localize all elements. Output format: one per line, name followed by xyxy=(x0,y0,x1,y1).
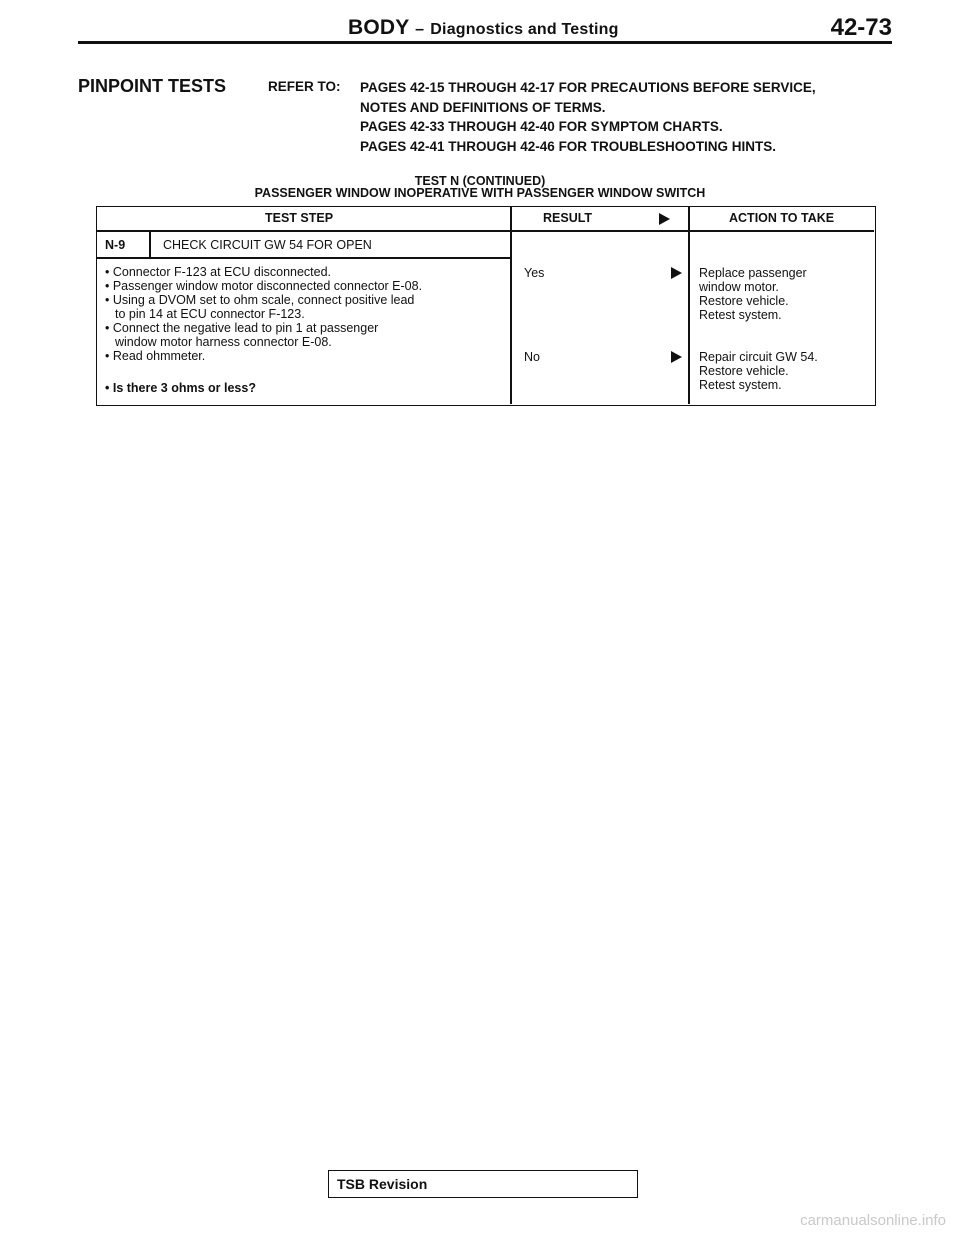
result-no: No xyxy=(524,350,540,364)
refer-line: PAGES 42-41 THROUGH 42-46 FOR TROUBLESHOOTING HINTS. xyxy=(360,138,777,154)
step-title: CHECK CIRCUIT GW 54 FOR OPEN xyxy=(163,238,372,252)
instruction-line: • Connector F-123 at ECU disconnected. xyxy=(105,265,332,279)
column-divider xyxy=(510,207,512,404)
tsb-revision-label: TSB Revision xyxy=(337,1176,428,1192)
header-result: RESULT xyxy=(543,211,593,225)
test-subtitle: PASSENGER WINDOW INOPERATIVE WITH PASSENGER WINDOW SWITCH xyxy=(254,186,706,200)
pinpoint-heading: PINPOINT TESTS xyxy=(78,76,227,96)
section-title-dash: – xyxy=(415,21,425,38)
section-title-main: BODY xyxy=(348,16,410,39)
refer-list xyxy=(360,78,816,156)
action-line: Restore vehicle. xyxy=(699,294,789,308)
action-yes xyxy=(699,266,807,322)
header-action: ACTION TO TAKE xyxy=(729,211,835,225)
instruction-line: to pin 14 at ECU connector F-123. xyxy=(115,307,305,321)
result-arrow-icon xyxy=(671,267,682,279)
step-question: • Is there 3 ohms or less? xyxy=(105,381,256,395)
tsb-revision-box xyxy=(328,1170,638,1198)
action-line: Restore vehicle. xyxy=(699,364,789,378)
result-yes: Yes xyxy=(524,266,545,280)
instruction-line: • Connect the negative lead to pin 1 at passenger xyxy=(105,321,379,335)
action-line: Replace passenger xyxy=(699,266,807,280)
column-divider xyxy=(149,231,151,258)
page-number: 42-73 xyxy=(830,14,892,41)
column-divider xyxy=(688,207,690,404)
section-title xyxy=(348,16,619,40)
instruction-line: • Read ohmmeter. xyxy=(105,349,206,363)
action-no xyxy=(699,350,818,392)
step-instructions xyxy=(105,265,505,363)
result-arrow-icon xyxy=(659,213,670,225)
instruction-line: • Using a DVOM set to ohm scale, connect positive lead xyxy=(105,293,415,307)
action-line: Repair circuit GW 54. xyxy=(699,350,818,364)
instruction-line: window motor harness connector E-08. xyxy=(115,335,332,349)
instruction-line: • Passenger window motor disconnected connector E-08. xyxy=(105,279,423,293)
header-test-step: TEST STEP xyxy=(265,211,334,225)
action-line: Retest system. xyxy=(699,308,782,322)
pinpoint-test-table xyxy=(96,206,876,406)
header-rule xyxy=(78,41,892,44)
watermark: carmanualsonline.info xyxy=(800,1212,946,1229)
page-header xyxy=(78,14,892,44)
refer-line: PAGES 42-15 THROUGH 42-17 FOR PRECAUTIONS BEFORE SERVICE, xyxy=(360,80,816,95)
action-line: Retest system. xyxy=(699,378,782,392)
refer-line: PAGES 42-33 THROUGH 42-40 FOR SYMPTOM CHARTS. xyxy=(360,119,723,134)
section-subtitle: Diagnostics and Testing xyxy=(430,21,619,38)
step-id: N-9 xyxy=(105,238,126,252)
test-title: TEST N (CONTINUED) xyxy=(414,174,546,188)
refer-label: REFER TO: xyxy=(268,79,341,94)
step-title-divider xyxy=(97,257,511,259)
result-arrow-icon xyxy=(671,351,682,363)
header-divider xyxy=(97,230,874,232)
action-line: window motor. xyxy=(699,280,779,294)
refer-line: NOTES AND DEFINITIONS OF TERMS. xyxy=(360,99,606,115)
